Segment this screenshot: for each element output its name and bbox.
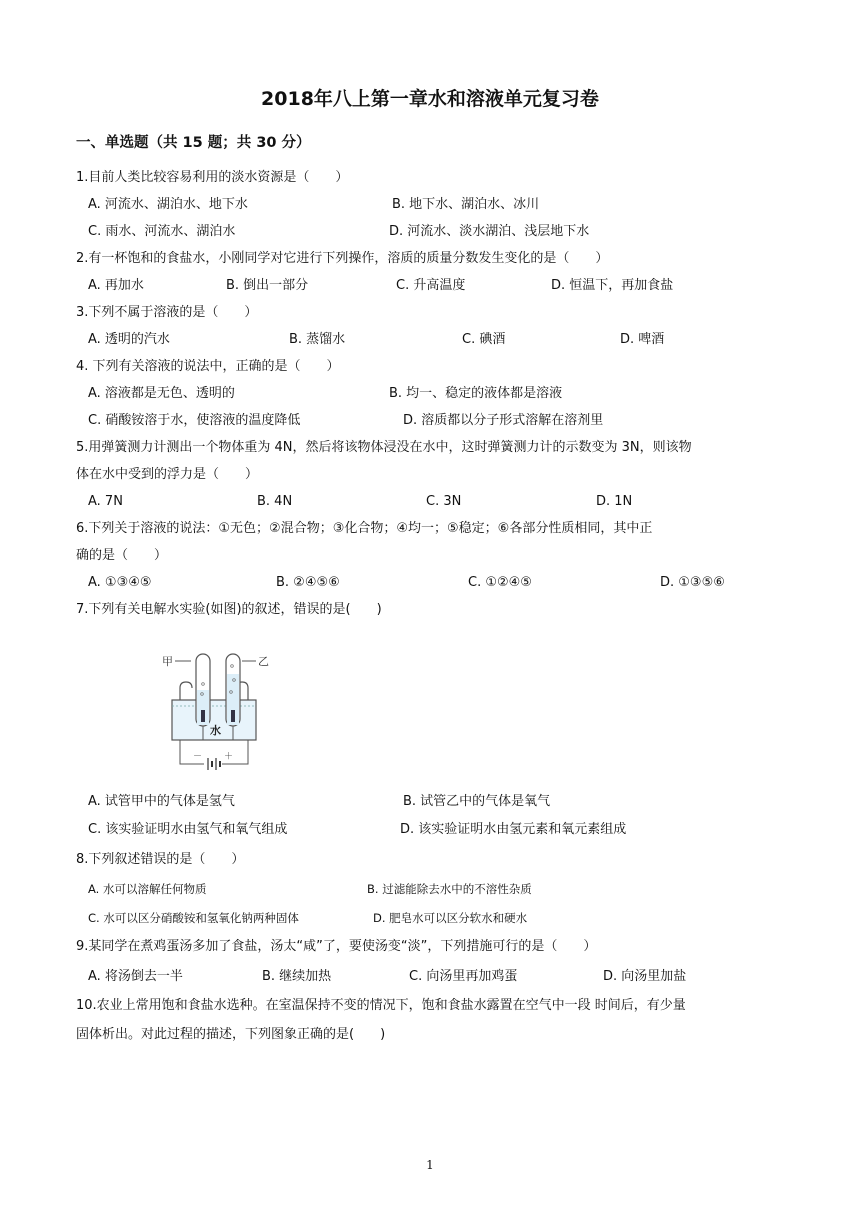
option: C. 3N [426,494,462,509]
question-stem: 4. 下列有关溶液的说法中，正确的是（ ） [76,359,340,374]
option: B. 均一、稳定的液体都是溶液 [389,386,563,401]
question-stem: 确的是（ ） [76,548,168,563]
option: C. ①②④⑤ [468,575,532,590]
option: D. 向汤里加盐 [603,969,687,984]
option: D. 溶质都以分子形式溶解在溶剂里 [403,413,604,428]
option: C. 雨水、河流水、湖泊水 [88,224,236,239]
question-stem: 2.有一杯饱和的食盐水，小刚同学对它进行下列操作，溶质的质量分数发生变化的是（ ） [76,251,609,266]
page-number: 1 [426,1158,434,1172]
question-stem: 体在水中受到的浮力是（ ） [76,467,259,482]
option: B. 地下水、湖泊水、冰川 [392,197,540,212]
option: B. ②④⑤⑥ [276,575,340,590]
question-stem: 9.某同学在煮鸡蛋汤多加了食盐，汤太“咸”了，要使汤变“淡”，下列措施可行的是（ ） [76,939,597,954]
option: A. 7N [88,494,123,509]
electrolysis-diagram [150,644,272,776]
option: C. 硝酸铵溶于水，使溶液的温度降低 [88,413,301,428]
option: D. 该实验证明水由氢元素和氧元素组成 [400,822,627,837]
label-plus: ＋ [224,752,234,762]
question-stem: 6.下列关于溶液的说法：①无色；②混合物；③化合物；④均一；⑤稳定；⑥各部分性质相同，其中正 [76,521,653,536]
option: C. 向汤里再加鸡蛋 [409,969,518,984]
question-stem: 8.下列叙述错误的是（ ） [76,852,245,867]
option: B. 蒸馏水 [289,332,346,347]
option: A. 试管甲中的气体是氢气 [88,794,235,809]
question-stem: 3.下列不属于溶液的是（ ） [76,305,258,320]
option: D. 恒温下，再加食盐 [551,278,674,293]
option: A. 将汤倒去一半 [88,969,183,984]
option: C. 该实验证明水由氢气和氧气组成 [88,822,288,837]
option: D. ①③⑤⑥ [660,575,725,590]
question-stem: 1.目前人类比较容易利用的淡水资源是（ ） [76,170,349,185]
option: D. 啤酒 [620,332,665,347]
label-water: 水 [210,724,221,737]
section-heading: 一、单选题（共 15 题；共 30 分） [76,135,311,151]
label-yi: 乙 [258,655,269,668]
option: A. 河流水、湖泊水、地下水 [88,197,248,212]
option: B. 倒出一部分 [226,278,309,293]
option: B. 4N [257,494,293,509]
option: B. 试管乙中的气体是氧气 [403,794,551,809]
option: A. 再加水 [88,278,144,293]
question-stem: 固体析出。对此过程的描述，下列图象正确的是( ) [76,1027,386,1042]
option: A. 水可以溶解任何物质 [88,882,207,896]
option: B. 继续加热 [262,969,332,984]
question-stem: 10.农业上常用饱和食盐水选种。在室温保持不变的情况下，饱和食盐水露置在空气中一段 时间后，有少量 [76,998,686,1013]
label-jia: 甲 [162,655,173,668]
option: A. 透明的汽水 [88,332,170,347]
label-minus: － [193,752,203,762]
electrolysis-apparatus-figure [150,644,272,776]
option: D. 1N [596,494,633,509]
question-stem: 7.下列有关电解水实验(如图)的叙述，错误的是( ) [76,602,382,617]
option: A. 溶液都是无色、透明的 [88,386,235,401]
option: A. ①③④⑤ [88,575,152,590]
option: C. 水可以区分硝酸铵和氢氧化钠两种固体 [88,911,299,925]
option: C. 升高温度 [396,278,466,293]
option: C. 碘酒 [462,332,506,347]
question-stem: 5.用弹簧测力计测出一个物体重为 4N，然后将该物体浸没在水中，这时弹簧测力计的示数变为 3N，则该物 [76,440,692,455]
page-title: 2018年八上第一章水和溶液单元复习卷 [261,88,599,110]
option: D. 河流水、淡水湖泊、浅层地下水 [389,224,590,239]
option: D. 肥皂水可以区分软水和硬水 [373,911,528,925]
option: B. 过滤能除去水中的不溶性杂质 [367,882,532,896]
